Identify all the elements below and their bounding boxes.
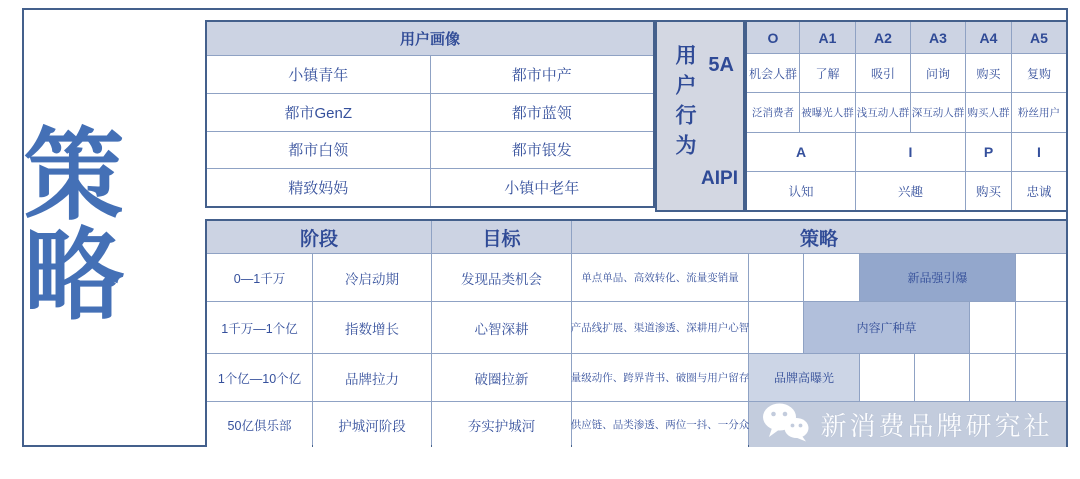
user-portrait-header: 用户画像	[207, 22, 653, 55]
goal-cell: 夯实护城河	[432, 402, 571, 447]
stage-cell: 指数增长	[313, 302, 431, 353]
funnel-column-header: A5	[1012, 22, 1066, 53]
funnel-action-cell: 了解	[800, 54, 855, 92]
wechat-icon	[762, 402, 810, 447]
funnel-audience-cell: 粉丝用户	[1012, 93, 1066, 131]
funnel-column-header: A4	[966, 22, 1011, 53]
tactics-cell: 供应链、品类渗透、两位一抖、一分众	[572, 402, 748, 447]
empty-cell	[970, 302, 1015, 353]
funnel-column-header: A1	[800, 22, 855, 53]
empty-cell	[804, 254, 859, 301]
funnel-audience-cell: 被曝光人群	[800, 93, 855, 131]
portrait-cell: 都市中产	[431, 56, 654, 93]
highlight-new-product: 新品强引爆	[860, 254, 1015, 301]
funnel-audience-cell: 购买人群	[966, 93, 1011, 131]
stage-cell: 护城河阶段	[313, 402, 431, 447]
empty-cell	[1016, 354, 1066, 401]
aipi-stage-cell: 兴趣	[856, 172, 965, 210]
funnel-action-cell: 吸引	[856, 54, 910, 92]
goal-header: 目标	[432, 221, 571, 253]
portrait-cell: 都市银发	[431, 132, 654, 169]
brand-name: 新消费品牌研究社	[820, 411, 1053, 441]
stage-header: 阶段	[207, 221, 431, 253]
funnel-column-header: A3	[911, 22, 965, 53]
highlight-brand-exposure: 品牌高曝光	[749, 354, 859, 401]
label-aipi: AIPI	[701, 168, 738, 189]
aipi-stage-cell: 忠诚	[1012, 172, 1066, 210]
portrait-cell: 都市白领	[207, 132, 430, 169]
portrait-cell: 小镇青年	[207, 56, 430, 93]
funnel-audience-cell: 浅互动人群	[856, 93, 910, 131]
stage-cell: 品牌拉力	[313, 354, 431, 401]
funnel-audience-cell: 泛消费者	[747, 93, 799, 131]
funnel-action-cell: 购买	[966, 54, 1011, 92]
goal-cell: 发现品类机会	[432, 254, 571, 301]
aipi-letter-cell: A	[747, 133, 855, 171]
funnel-5a-table	[745, 20, 1068, 212]
portrait-cell: 都市蓝领	[431, 94, 654, 131]
user-behavior-label: 用户行为	[673, 44, 696, 164]
tactics-cell: 产品线扩展、渠道渗透、深耕用户心智	[572, 302, 748, 353]
funnel-action-cell: 问询	[911, 54, 965, 92]
page-title: 策略	[24, 116, 124, 334]
empty-cell	[1016, 302, 1066, 353]
revenue-cell: 50亿俱乐部	[207, 402, 312, 447]
empty-cell	[860, 354, 914, 401]
aipi-letter-cell: I	[1012, 133, 1066, 171]
user-portrait-table	[205, 20, 655, 208]
aipi-letter-cell: I	[856, 133, 965, 171]
empty-cell	[970, 354, 1015, 401]
empty-cell	[749, 302, 803, 353]
portrait-cell: 精致妈妈	[207, 169, 430, 206]
revenue-cell: 0—1千万	[207, 254, 312, 301]
aipi-letter-cell: P	[966, 133, 1011, 171]
highlight-content-seeding: 内容广种草	[804, 302, 969, 353]
empty-cell	[1016, 254, 1066, 301]
aipi-stage-cell: 购买	[966, 172, 1011, 210]
funnel-audience-cell: 深互动人群	[911, 93, 965, 131]
funnel-column-header: O	[747, 22, 799, 53]
portrait-cell: 都市GenZ	[207, 94, 430, 131]
empty-cell	[749, 254, 803, 301]
footer-brand-band	[749, 402, 1066, 447]
strategy-header: 策略	[572, 221, 1066, 253]
funnel-column-header: A2	[856, 22, 910, 53]
stage-strategy-table	[205, 219, 1068, 447]
aipi-stage-cell: 认知	[747, 172, 855, 210]
empty-cell	[915, 354, 969, 401]
label-5a: 5A	[708, 54, 734, 76]
tactics-cell: 单点单品、高效转化、流量变销量	[572, 254, 748, 301]
funnel-action-cell: 复购	[1012, 54, 1066, 92]
tactics-cell: 量级动作、跨界背书、破圈与用户留存	[572, 354, 748, 401]
funnel-action-cell: 机会人群	[747, 54, 799, 92]
portrait-cell: 小镇中老年	[431, 169, 654, 206]
revenue-cell: 1个亿—10个亿	[207, 354, 312, 401]
user-behavior-panel	[655, 20, 745, 212]
goal-cell: 心智深耕	[432, 302, 571, 353]
stage-cell: 冷启动期	[313, 254, 431, 301]
revenue-cell: 1千万—1个亿	[207, 302, 312, 353]
goal-cell: 破圈拉新	[432, 354, 571, 401]
